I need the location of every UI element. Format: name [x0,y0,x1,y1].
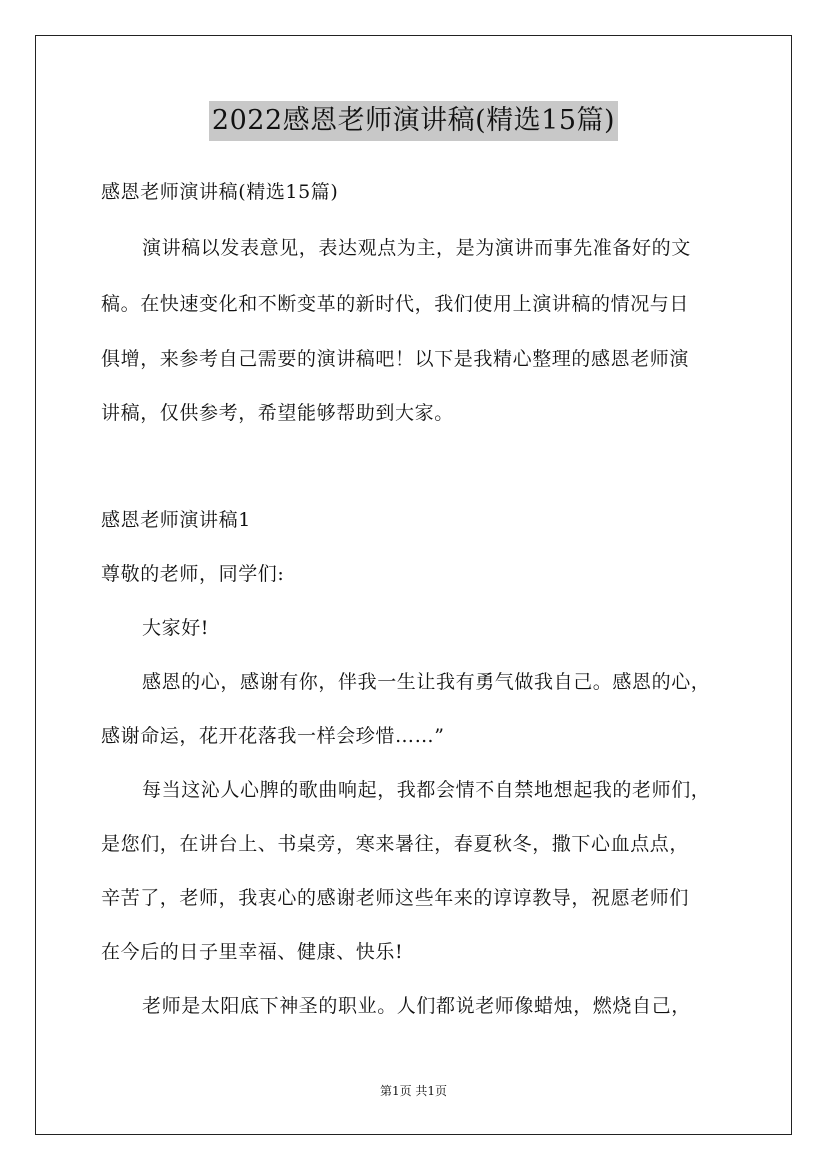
body-line-6: 在今后的日子里幸福、健康、快乐! [101,941,404,963]
intro-line-2: 稿。在快速变化和不断变革的新时代，我们使用上演讲稿的情况与日 [101,293,690,315]
body-line-4: 是您们，在讲台上、书桌旁，寒来暑往，春夏秋冬，撒下心血点点， [101,833,690,855]
greeting-line: 大家好! [142,617,210,639]
intro-line-4: 讲稿，仅供参考，希望能够帮助到大家。 [101,402,454,424]
section-heading: 感恩老师演讲稿1 [101,509,251,531]
salutation-line: 尊敬的老师，同学们: [101,563,285,585]
title-container [0,101,827,141]
intro-line-1: 演讲稿以发表意见，表达观点为主，是为演讲而事先准备好的文 [142,237,691,259]
body-line-3: 每当这沁人心脾的歌曲响起，我都会情不自禁地想起我的老师们， [142,779,711,801]
document-title: 2022感恩老师演讲稿(精选15篇) [209,101,618,141]
body-line-7: 老师是太阳底下神圣的职业。人们都说老师像蜡烛，燃烧自己， [142,995,691,1017]
body-line-1: 感恩的心，感谢有你，伴我一生让我有勇气做我自己。感恩的心， [142,671,711,693]
page-number-footer: 第1页 共1页 [379,1084,448,1098]
body-line-5: 辛苦了，老师，我衷心的感谢老师这些年来的谆谆教导，祝愿老师们 [101,887,690,909]
subtitle-line: 感恩老师演讲稿(精选15篇) [101,181,339,203]
body-line-2: 感谢命运，花开花落我一样会珍惜……” [101,725,445,747]
intro-line-3: 俱增，来参考自己需要的演讲稿吧！以下是我精心整理的感恩老师演 [101,348,690,370]
